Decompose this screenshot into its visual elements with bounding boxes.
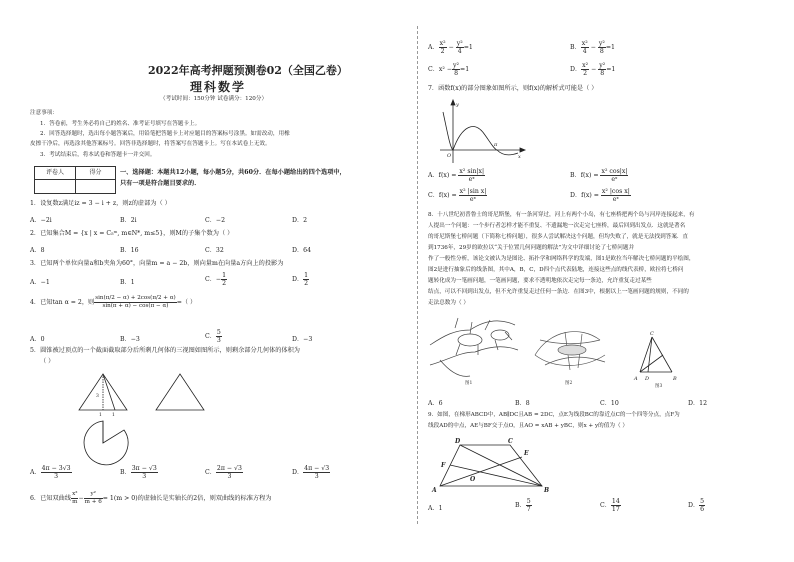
frac-num: 4π − √3 xyxy=(304,465,330,472)
q8-text-line: 题转化成为一笔画问题，一笔画问题，要求不透明地依次走完每一条边，允许重复走过某些 xyxy=(428,278,652,284)
fig3-label-D: D xyxy=(645,376,650,382)
q8-text-line: 到1736年，29岁的欧拉以“关于位置几何问题的解法”为文中详细讨论了七桥问题并 xyxy=(428,245,635,251)
frac xyxy=(611,498,621,513)
frac-den: 4 xyxy=(582,48,587,55)
frac-den: 3 xyxy=(142,473,147,480)
q3-option-c-minus: − xyxy=(215,276,222,283)
q3-option-d-label: D． xyxy=(292,276,304,283)
q9-label-F: F xyxy=(441,462,446,469)
q4-numerator: sin(π/2 − α) + 2cos(π/2 + α) xyxy=(95,295,176,301)
q4-stem-pre: 4．已知tan α = 2，则 xyxy=(30,299,95,306)
q6-option-c-pre: x² − xyxy=(438,66,453,73)
frac-den: eˣ xyxy=(612,196,619,203)
pi-label: π xyxy=(494,142,498,148)
frac-num: x² cos|x| xyxy=(601,168,628,175)
x-label: x xyxy=(518,154,521,160)
q7-option-c-pre: f(x) = xyxy=(438,192,457,199)
frac-den: 2 xyxy=(440,48,445,55)
frac-num: x² xyxy=(582,62,589,69)
frac-num: x² |sin x| xyxy=(459,188,487,195)
frac-num: 1 xyxy=(304,272,309,279)
frac-num: 5 xyxy=(700,498,705,505)
frac-den: m + 6 xyxy=(84,499,102,505)
frac-den: m xyxy=(72,499,78,505)
q8-text-line: 8．十八世纪初普鲁士的哥尼斯堡，有一条河穿过，河上有两个小岛，有七座桥把两个岛与河岸连接起来，有 xyxy=(428,212,695,218)
q9-option-d-label: D． xyxy=(688,502,700,509)
frac-den: 4 xyxy=(457,48,462,55)
frac-num: x² xyxy=(581,40,588,47)
note-line: 2．回答选择题时，选出每小题答案后，用铅笔把答题卡上对应题目的答案标号涂黑。如需改动，用橡 xyxy=(40,131,290,137)
frac-den: 17 xyxy=(611,506,620,513)
q6-option-b: B． $\frac{\text{x²}}{4}$ − $\frac{\text{y²}}{8}$ =1 xyxy=(570,40,615,55)
q6-option-b-eq: =1 xyxy=(605,44,615,51)
q6-minus: − xyxy=(78,495,84,502)
q8-text-line: 图2是进行抽象后的线条图，其中A，B，C，D四个点代表陆地，连接这些点的线代表桥，欧拉将七桥问 xyxy=(428,267,684,273)
q9-option-b xyxy=(515,498,532,513)
frac xyxy=(699,498,705,513)
q6-option-a-eq: =1 xyxy=(463,44,473,51)
frac-num: x² xyxy=(439,40,446,47)
frac-den: eˣ xyxy=(611,176,618,183)
q4-option-d: D．−3 xyxy=(292,336,313,343)
origin-label: O xyxy=(447,153,452,159)
q3-option-b: B．1 xyxy=(120,279,135,286)
q9-label-D: D xyxy=(455,438,461,445)
note-line: 1．答卷前，考生务必将自己的姓名、准考证号填写在答题卡上。 xyxy=(40,121,201,127)
q5-stem: 5．圆锥被过顶点的一个截面截取部分后所剩几何体的三视图如图所示，则剩余部分几何体的体积为 xyxy=(30,347,300,354)
frac-num: x² sin|x| xyxy=(459,168,485,175)
q9-label-B: B xyxy=(544,487,550,494)
q6-option-a: A． $\frac{\text{x²}}{2}$ − $\frac{\text{y²}}{4}$ =1 xyxy=(428,40,473,55)
q3-option-c-label: C． xyxy=(205,276,216,283)
q8-text-line: 结点，可以不回到出发点，但不允许重复走过任何一条边．在图3中，根据以上一笔画问题的规则，不同的 xyxy=(428,289,689,295)
q6-option-d: D． $\frac{\text{x²}}{2}$ − $\frac{\text{y²}}{8}$ =1 xyxy=(570,62,616,77)
q9-stem-line1: 9．如图，在梯形ABCD中，AB∥DC且AB = 2DC，点E为线段BC的靠近点C的一个四等分点，点F为 xyxy=(428,412,680,418)
fig3-label-B: B xyxy=(673,376,677,382)
frac-den: 6 xyxy=(700,506,705,513)
q4-option-c-label: C． xyxy=(205,333,216,340)
q6-stem-pre: 6．已知双曲线 xyxy=(30,495,72,502)
q2-option-d: D．64 xyxy=(292,247,312,254)
q2-stem: 2．已知集合M = {x | x = C₅ᵐ, m∈N*, m≤5}，则M的子集个数为（ ） xyxy=(30,230,234,237)
q8-option-a: A．6 xyxy=(428,400,443,407)
q9-option-c xyxy=(600,498,621,513)
frac-num: y² xyxy=(599,62,606,69)
frac-den: 3 xyxy=(54,473,59,480)
frac-den: 2 xyxy=(583,70,588,77)
frac-num: y² xyxy=(84,491,103,499)
frac-den: 7 xyxy=(526,506,531,513)
q7-option-d-label: D． xyxy=(570,192,582,199)
q3-stem: 3．已知两个单位向量a和b夹角为60°，向量m = a − 2b，则向量m在向量a方向上的投影为 xyxy=(30,260,284,267)
frac-num: 14 xyxy=(611,498,620,505)
frac-num: y² xyxy=(453,62,460,69)
fig3-label-A: A xyxy=(634,376,638,382)
q8-option-d: D．12 xyxy=(688,400,708,407)
frac-den: 3 xyxy=(216,337,221,344)
q8-text-line: 作了一般性分析，该论文被认为是图论、拓扑学和网络科学的发端，图1是欧拉当年解决七桥问题的平绘图， xyxy=(428,256,695,262)
q9-label-A: A xyxy=(432,487,437,494)
q4-option-a: A．0 xyxy=(30,336,45,343)
frac-den: 3 xyxy=(227,473,232,480)
fig3-label-C: C xyxy=(650,331,654,337)
q1-stem: 1．设复数z满足iz = 3 − i + z，则z的虚部为（ ） xyxy=(30,200,171,207)
frac-num: y² xyxy=(456,40,463,47)
fig1-label: 图1 xyxy=(465,381,473,386)
q5-fig-label-1b: 1 xyxy=(112,413,115,418)
q4-stem-post: =（ ） xyxy=(176,299,197,306)
score-box-score: 得分 xyxy=(76,167,115,180)
frac-num: x² |cos x| xyxy=(601,188,630,195)
frac-den: 8 xyxy=(454,70,458,77)
frac-num: 3π − √3 xyxy=(131,465,157,472)
q1-option-c: C．−2 xyxy=(205,217,226,224)
q8-option-b: B．8 xyxy=(515,400,530,407)
q8-text-line: 走法总数为（ ） xyxy=(428,300,469,306)
q9-option-c-label: C． xyxy=(600,502,611,509)
fig2-label: 图2 xyxy=(565,381,573,386)
q3-option-a: A．−1 xyxy=(30,279,50,286)
q4-denominator: sin(π + α) − cos(π − α) xyxy=(102,303,169,309)
fig3-label: 图3 xyxy=(655,384,663,389)
q9-label-C: C xyxy=(508,438,513,445)
section1-heading-line2: 只有一项是符合题目要求的． xyxy=(120,180,201,187)
q1-option-a: A．−2i xyxy=(30,217,52,224)
q5-option-d-label: D． xyxy=(292,469,304,476)
q7-stem: 7．函数f(x)的部分图象如图所示，则f(x)的解析式可能是（ ） xyxy=(428,85,598,92)
frac xyxy=(526,498,532,513)
note-line: 3．考试结束后，将本试卷和答题卡一并交回。 xyxy=(40,152,156,158)
frac-num: 4π − 3√3 xyxy=(41,465,71,472)
frac-num: 1 xyxy=(222,272,227,279)
q7-option-b-pre: f(x) = xyxy=(580,172,599,179)
q4-option-b: B．−3 xyxy=(120,336,140,343)
frac-den: 8 xyxy=(599,48,604,55)
q6-option-d-eq: =1 xyxy=(606,66,616,73)
q7-option-b-label: B． xyxy=(570,172,581,179)
score-box-grader: 评卷人 xyxy=(35,167,76,180)
q6-option-b-label: B． xyxy=(570,44,581,51)
q2-option-c: C．32 xyxy=(205,247,224,254)
frac-den: 3 xyxy=(314,473,319,480)
q7-option-d-pre: f(x) = xyxy=(581,192,599,199)
q5-option-b-label: B． xyxy=(120,469,131,476)
q2-option-a: A．8 xyxy=(30,247,45,254)
q2-option-b: B．16 xyxy=(120,247,139,254)
frac-den: 8 xyxy=(600,70,605,77)
q7-option-a-label: A． xyxy=(428,172,439,179)
frac-den: eˣ xyxy=(469,196,477,203)
notes-heading: 注意事项： xyxy=(30,110,58,116)
q5-option-c-label: C． xyxy=(205,469,216,476)
frac-num: x² xyxy=(72,491,78,497)
q9-option-a: A．1 xyxy=(428,505,443,512)
exam-info: （考试时间：150分钟 试卷满分：120分） xyxy=(160,96,268,102)
frac-den: 2 xyxy=(304,280,309,287)
q6-option-d-label: D． xyxy=(570,66,582,73)
q7-option-a-pre: f(x) = xyxy=(438,172,457,179)
q7-option-c-label: C． xyxy=(428,192,439,199)
section1-heading: 一、选择题：本题共12小题，每小题5分，共60分．在每小题给出的四个选项中， xyxy=(120,169,346,176)
q6-option-a-label: A． xyxy=(428,44,439,51)
q9-stem-line2: 线段AD的中点，AE与BF交于点O，且AO = xAB + yBC，则x + y的值为（ ） xyxy=(428,423,628,429)
q8-text-line: 人提出一个问题：一个步行者怎样才能不重复、不遗漏地一次走完七座桥，最后回到出发点．这就是著名 xyxy=(428,223,686,229)
q6-stem-post: = 1(m > 0)的虚轴长是实轴长的2倍，则双曲线的标准方程为 xyxy=(102,495,272,502)
q9-label-O: O xyxy=(470,476,476,483)
q6-option-c-eq: =1 xyxy=(460,66,470,73)
q8-text-line: 的哥尼斯堡七桥问题（下简称七桥问题），很多人尝试解决这个问题，但均失败了，就是无法找到答案．直 xyxy=(428,234,689,240)
q9-option-d xyxy=(688,498,705,513)
q5-option-a-label: A． xyxy=(30,469,41,476)
q5-fig-label-1a: 1 xyxy=(99,413,102,418)
q9-label-E: E xyxy=(524,450,529,457)
frac-den: eˣ xyxy=(468,176,475,183)
y-label: y xyxy=(456,102,459,108)
q5-fig-label-3: 3 xyxy=(96,394,99,399)
exam-title: 2022年高考押题预测卷02（全国乙卷） xyxy=(148,64,348,77)
note-line: 皮擦干净后，再选涂其他答案标号。回答非选择题时，将答案写在答题卡上。写在本试卷上无效。 xyxy=(30,141,271,147)
frac-num: 5 xyxy=(526,498,531,505)
frac-num: y² xyxy=(598,40,605,47)
frac-num: 2π − √3 xyxy=(216,465,242,472)
q1-option-b: B．2i xyxy=(120,217,137,224)
q8-option-c: C．10 xyxy=(600,400,619,407)
q1-option-d: D．2 xyxy=(292,217,308,224)
q9-option-b-label: B． xyxy=(515,502,526,509)
exam-subject: 理科数学 xyxy=(190,80,247,94)
frac-num: 5 xyxy=(216,329,221,336)
q6-option-c-label: C． xyxy=(428,66,439,73)
frac-den: 2 xyxy=(222,280,227,287)
q5-blank: （ ） xyxy=(40,358,55,365)
